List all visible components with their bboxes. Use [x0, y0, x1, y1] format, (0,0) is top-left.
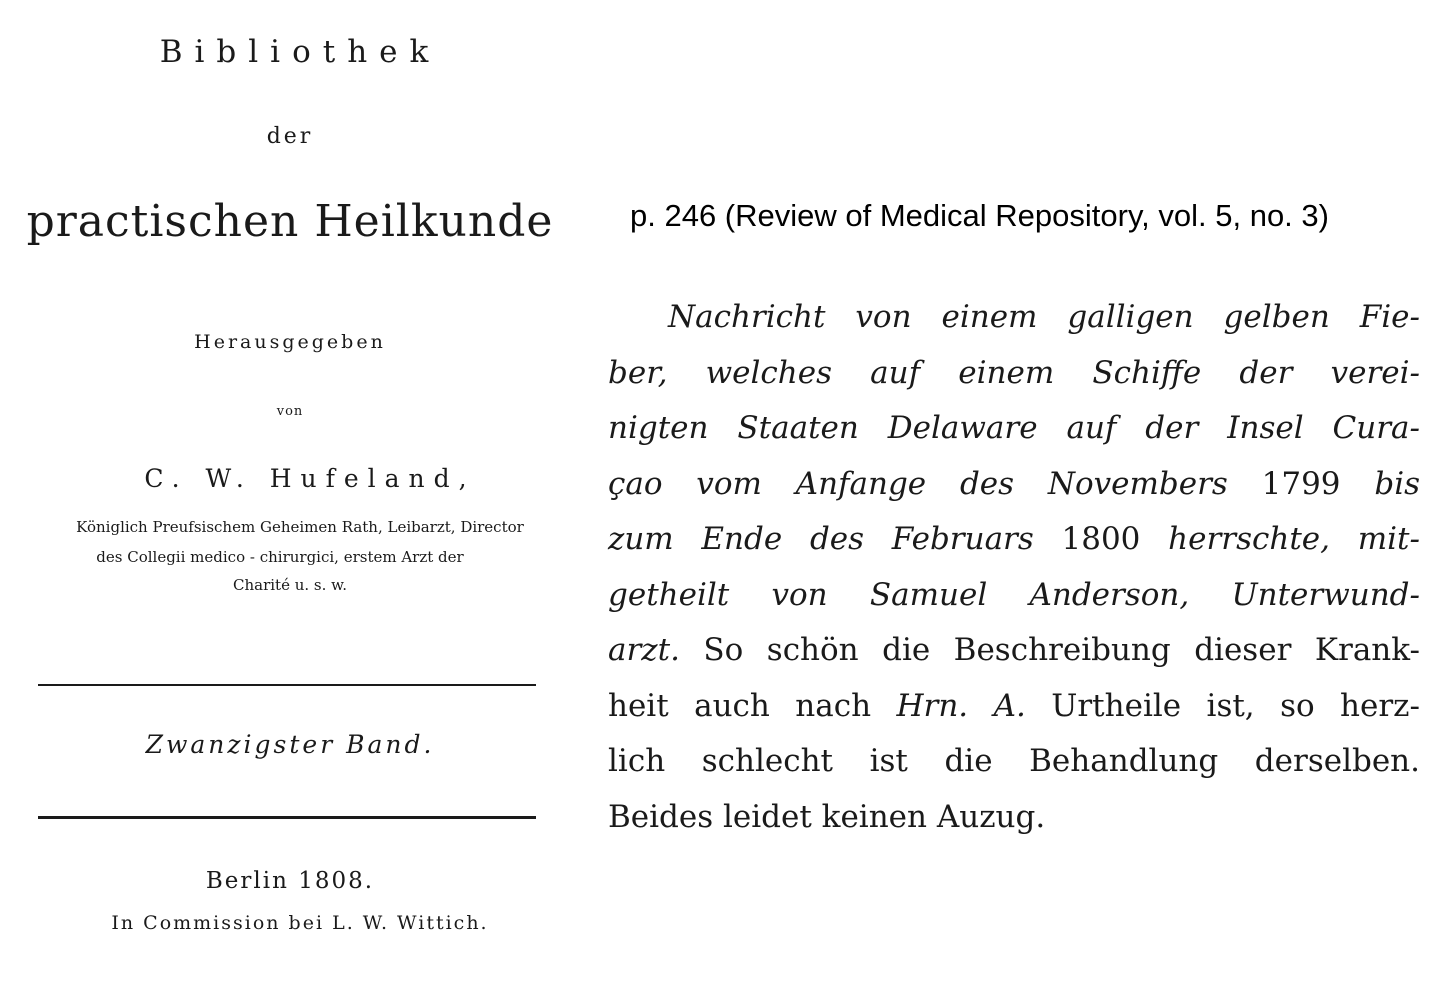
excerpt-fragment: heit auch nach [608, 687, 872, 724]
editor-title-line-2: des Collegii medico - chirurgici, erstem Arzt der [96, 548, 464, 566]
von: von [276, 404, 304, 419]
editor-title-line-1: Königlich Preufsischem Geheimen Rath, Leibarzt, Director [76, 518, 524, 536]
herausgegeben: Herausgegeben [194, 331, 386, 353]
excerpt-fragment: zum Ende des Februars [608, 521, 1034, 557]
title-main: practischen Heilkunde [26, 196, 554, 247]
excerpt-fragment: So schön die Beschreibung dieser Krank- [703, 632, 1420, 668]
title-der: der [266, 124, 314, 149]
excerpt-fragment: Urtheile ist, so herz- [1051, 687, 1420, 724]
page-caption: p. 246 (Review of Medical Repository, vol. 5, no. 3) [630, 198, 1329, 233]
excerpt-fragment: arzt. [608, 632, 680, 668]
excerpt-line: Beides leidet keinen Auzug. [608, 798, 1046, 835]
excerpt-year: 1800 [1061, 521, 1141, 557]
excerpt-text [608, 290, 1420, 845]
excerpt-line: Nachricht von einem galligen gelben Fie- [668, 299, 1420, 335]
excerpt-line [608, 457, 1420, 513]
excerpt-fragment: Hrn. A. [896, 687, 1026, 724]
imprint-place-year: Berlin 1808. [205, 868, 375, 894]
divider-rule [38, 816, 536, 819]
excerpt-line: getheilt von Samuel Anderson, Unterwund- [608, 576, 1420, 613]
excerpt-fragment: çao vom Anfange des Novembers [608, 465, 1228, 502]
excerpt-line [608, 679, 1420, 735]
excerpt-fragment: herrschte, mit- [1168, 521, 1420, 557]
excerpt-year: 1799 [1261, 465, 1341, 502]
imprint-publisher: In Commission bei L. W. Wittich. [111, 912, 489, 934]
editor-name: C. W. Hufeland, [144, 464, 476, 493]
excerpt-line: lich schlecht ist die Behandlung derselben. [608, 743, 1420, 779]
divider-rule [38, 684, 536, 686]
excerpt-line [608, 623, 1420, 679]
editor-title-line-3: Charité u. s. w. [233, 576, 347, 594]
excerpt-fragment: bis [1374, 465, 1421, 502]
excerpt-line [608, 512, 1420, 568]
excerpt-line: nigten Staaten Delaware auf der Insel Cura- [608, 410, 1420, 446]
title-page [0, 0, 580, 998]
excerpt-line: ber, welches auf einem Schiffe der verei- [608, 354, 1420, 391]
volume-label: Zwanzigster Band. [145, 730, 435, 759]
title-bibliothek: Bibliothek [159, 34, 441, 70]
